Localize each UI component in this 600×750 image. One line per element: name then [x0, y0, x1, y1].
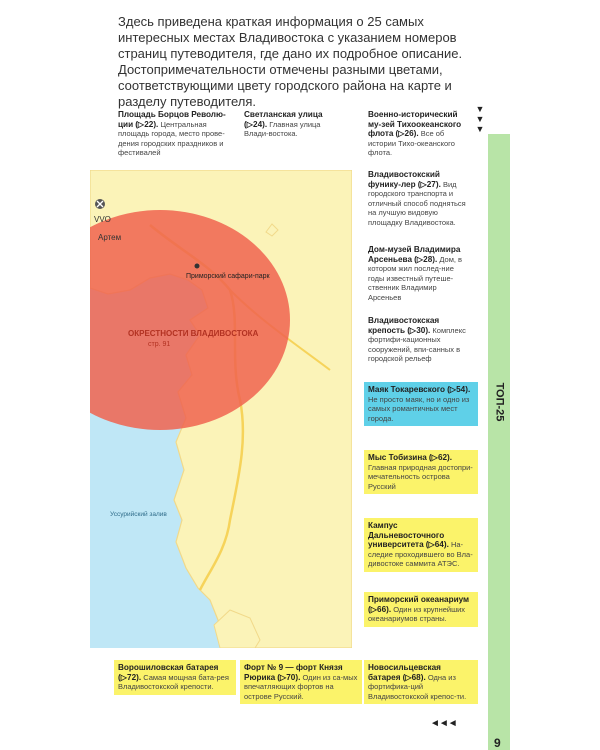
entry-funikuler[interactable] [368, 170, 472, 227]
entry-desc: Один из крупнейших океанариумов страны. [368, 604, 466, 623]
entry-desc: Дом, в котором жил послед-ние годы известный путеше-ственник Владимир Арсеньев [368, 254, 463, 302]
entry-svetlanskaya[interactable] [244, 110, 344, 139]
entry-ref: (▷64). [425, 540, 449, 549]
entry-ref: (▷24). [244, 119, 268, 129]
entry-ref: (▷72). [118, 672, 142, 682]
entry-arsenev[interactable] [368, 245, 472, 302]
entry-ref: (▷22). [135, 119, 159, 129]
entry-title: Военно-исторический му-зей Тихоокеанского флота [368, 110, 462, 138]
airport-code-label: VVO [94, 215, 111, 224]
entry-desc: Главная улица Влади-востока. [244, 119, 321, 138]
entry-desc: Одна из фортифика-ций Владивостокской крепос-ти. [368, 672, 467, 701]
entry-ref: (▷26). [395, 129, 419, 138]
map-svg [90, 170, 352, 648]
vladivostok-map[interactable] [90, 170, 352, 648]
entry-title: Кампус Дальневосточного университета [368, 521, 445, 549]
entry-title: Владивостокский фунику-лер [368, 170, 440, 189]
nav-down-triangles: ▼ ▼ ▼ [475, 104, 485, 134]
section-side-label [489, 372, 509, 432]
entry-desc: Главная природная достопри-мечательность острова Русский [368, 462, 473, 491]
entry-ref: (▷28). [414, 254, 438, 264]
entry-okeanarium[interactable] [364, 592, 478, 627]
intro-paragraph: Здесь приведена краткая информация о 25 самых интересных местах Владивостока с указанием номеров страниц путеводителя, где дано их подробное описание. Достопримечательности отмечены разными цветами, соответствующими цвету городского района на карте и разделу путеводителя. [118, 14, 463, 109]
entry-fort-9[interactable] [240, 660, 362, 704]
section-color-band [488, 134, 510, 750]
entry-title: Площадь Борцов Револю-ции [118, 110, 226, 129]
airport-icon [95, 199, 105, 209]
entry-ref: (▷30). [407, 325, 431, 335]
entry-title: Маяк Токаревского [368, 385, 445, 394]
entry-ref: (▷62). [428, 453, 453, 462]
entry-desc: Вид городского транспорта и отличный способ подняться на лучшую видовую площадку Владивостока. [368, 179, 466, 227]
entry-ref: (▷27). [417, 179, 441, 189]
region-title-label: ОКРЕСТНОСТИ ВЛАДИВОСТОКА [128, 329, 259, 338]
safari-park-label: Приморский сафари-парк [186, 273, 270, 280]
entry-ref: (▷66). [368, 604, 392, 614]
entry-desc: На-следие проходившего во Вла-дивостоке саммита АТЭС. [368, 540, 473, 568]
entry-krepost[interactable] [368, 316, 472, 364]
entry-desc: Один из са-мых впечатляющих фортов на острове Русский. [244, 672, 358, 701]
entry-title: Ворошиловская батарея [118, 663, 219, 672]
entry-desc: Комплекс фортифи-кационных сооружений, впи-санных в городской рельеф [368, 325, 466, 363]
entry-novosiltsevskaya-batareya[interactable] [364, 660, 478, 704]
section-side-label-text: ТОП-25 [493, 382, 505, 422]
page-number: 9 [494, 736, 501, 750]
entry-title: Новосильцевская батарея [368, 663, 441, 682]
entry-ploschad-bortsov[interactable] [118, 110, 226, 158]
entry-ref: (▷70). [277, 672, 301, 682]
entry-voenno-istoricheskiy[interactable] [368, 110, 472, 158]
entry-title: Дом-музей Владимира Арсеньева [368, 245, 461, 264]
region-page-label: стр. 91 [148, 341, 171, 348]
entry-ref: (▷68). [402, 672, 426, 682]
entry-kampus-dvfu[interactable] [364, 518, 478, 572]
entry-title: Мыс Тобизина [368, 453, 427, 462]
safari-park-marker [195, 264, 200, 269]
gulf-label: Уссурийский залив [110, 511, 167, 518]
entry-desc: Не просто маяк, но и одно из самых романтичных мест города. [368, 394, 470, 423]
entry-desc: Самая мощная бата-рея Владивостокской крепости. [118, 672, 229, 691]
entry-title: Приморский океанариум [368, 595, 470, 604]
entry-title: Светланская улица [244, 110, 323, 119]
entry-mys-tobizina[interactable] [364, 450, 478, 494]
entry-title: Форт № 9 — форт Князя Рюрика [244, 663, 343, 682]
nav-back-arrows[interactable]: ◄◄◄ [430, 718, 457, 729]
entry-title: Владивостокская крепость [368, 316, 440, 335]
entry-ref: (▷54). [447, 385, 471, 394]
entry-voroshilovskaya-batareya[interactable] [114, 660, 236, 695]
entry-mayak-tokarevskogo[interactable] [364, 382, 478, 426]
entry-desc: Все об истории Тихо-океанского флота. [368, 129, 455, 157]
entry-desc: Центральная площадь города, место прове-дения городских праздников и фестивалей [118, 119, 225, 157]
artem-label: Артем [98, 233, 122, 242]
